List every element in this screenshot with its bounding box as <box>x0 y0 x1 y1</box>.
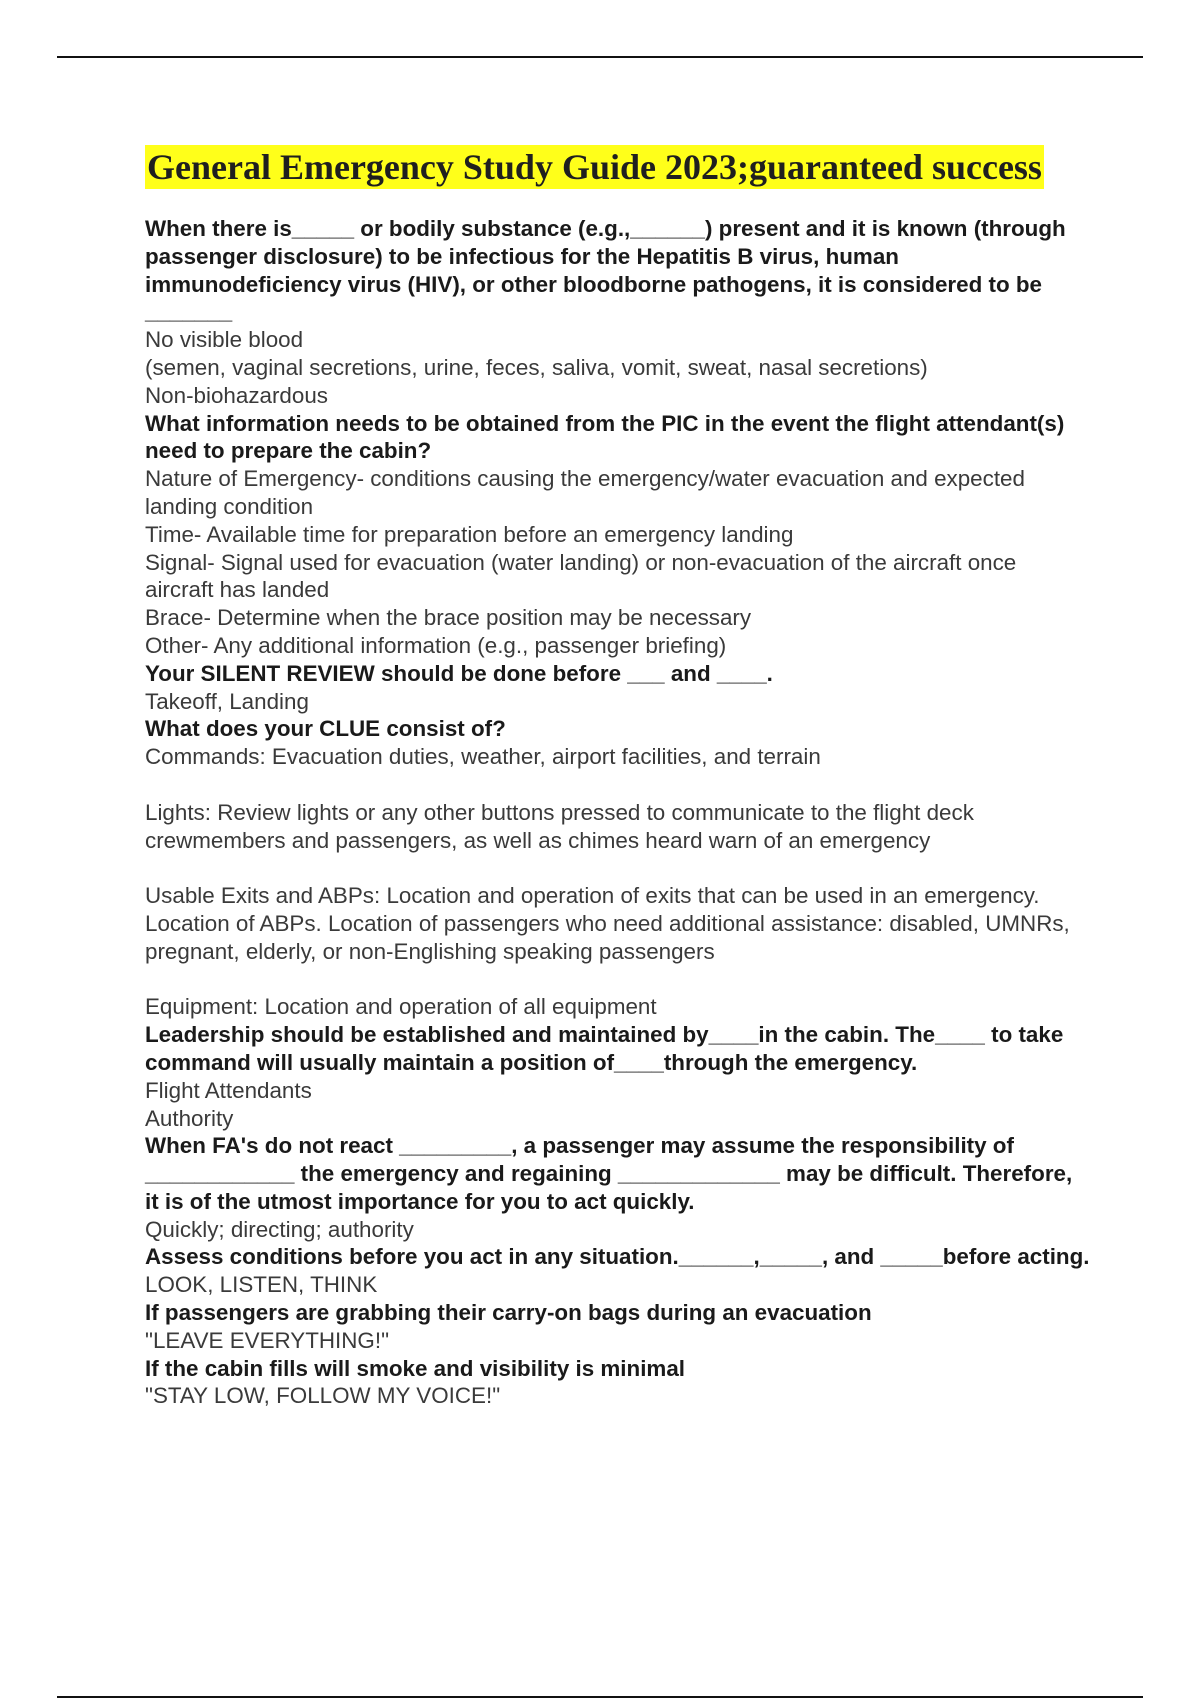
question: Your SILENT REVIEW should be done before ___ and ____. <box>145 660 773 686</box>
answer: Lights: Review lights or any other buttons pressed to communicate to the flight deck crewmembers and passengers, as well as chimes heard warn of an emergency <box>145 799 974 853</box>
answer: Signal- Signal used for evacuation (water landing) or non-evacuation of the aircraft once aircraft has landed <box>145 549 1017 603</box>
question: If the cabin fills will smoke and visibility is minimal <box>145 1355 686 1381</box>
question: What does your CLUE consist of? <box>145 716 506 742</box>
bottom-rule <box>57 1696 1143 1698</box>
answer: Time- Available time for preparation before an emergency landing <box>145 521 794 547</box>
answer: No visible blood <box>145 327 304 353</box>
document-title: General Emergency Study Guide 2023;guaranteed success <box>147 147 1042 187</box>
question: If passengers are grabbing their carry-on bags during an evacuation <box>145 1300 872 1326</box>
question: Leadership should be established and maintained by____in the cabin. The____ to take command will usually maintain a position of____through the emergency. <box>145 1022 1064 1075</box>
answer: Flight Attendants <box>145 1077 312 1103</box>
question: When FA's do not react _________, a passenger may assume the responsibility of ____________ the emergency and regaining _____________ may be difficult. Therefore, it is of the utmost importance for you to act quickly. <box>145 1133 1073 1214</box>
answer: Quickly; directing; authority <box>145 1216 414 1242</box>
answer: Non-biohazardous <box>145 382 328 408</box>
question: Assess conditions before you act in any situation.______,_____, and _____before acting. <box>145 1244 1090 1270</box>
answer: "STAY LOW, FOLLOW MY VOICE!" <box>145 1383 501 1409</box>
answer: Nature of Emergency- conditions causing the emergency/water evacuation and expected landing condition <box>145 466 1025 519</box>
top-rule <box>57 56 1143 58</box>
answer: Other- Any additional information (e.g., passenger briefing) <box>145 632 727 658</box>
answer: LOOK, LISTEN, THINK <box>145 1272 378 1298</box>
answer: Authority <box>145 1105 234 1131</box>
answer: Takeoff, Landing <box>145 688 309 714</box>
answer: (semen, vaginal secretions, urine, feces, saliva, vomit, sweat, nasal secretions) <box>145 354 928 380</box>
answer: Brace- Determine when the brace position may be necessary <box>145 605 752 631</box>
answer: "LEAVE EVERYTHING!" <box>145 1327 390 1353</box>
answer: Commands: Evacuation duties, weather, airport facilities, and terrain <box>145 744 821 770</box>
answer: Equipment: Location and operation of all equipment <box>145 994 657 1020</box>
question: When there is_____ or bodily substance (e.g.,______) present and it is known (through passenger disclosure) to be infectious for the Hepatitis B virus, human immunodeficiency virus (HIV), or other bloodborne pathogens, it is considered to be _______ <box>145 216 1066 325</box>
answer: Usable Exits and ABPs: Location and operation of exits that can be used in an emergency. Location of ABPs. Location of passengers who need additional assistance: disabled, UMNRs, pregnant, elderly, or non-Englishing speaking passengers <box>145 883 1070 964</box>
question: What information needs to be obtained from the PIC in the event the flight attendant(s) need to prepare the cabin? <box>145 410 1065 464</box>
document-body <box>145 145 1090 1410</box>
title-wrapper <box>145 145 1090 189</box>
